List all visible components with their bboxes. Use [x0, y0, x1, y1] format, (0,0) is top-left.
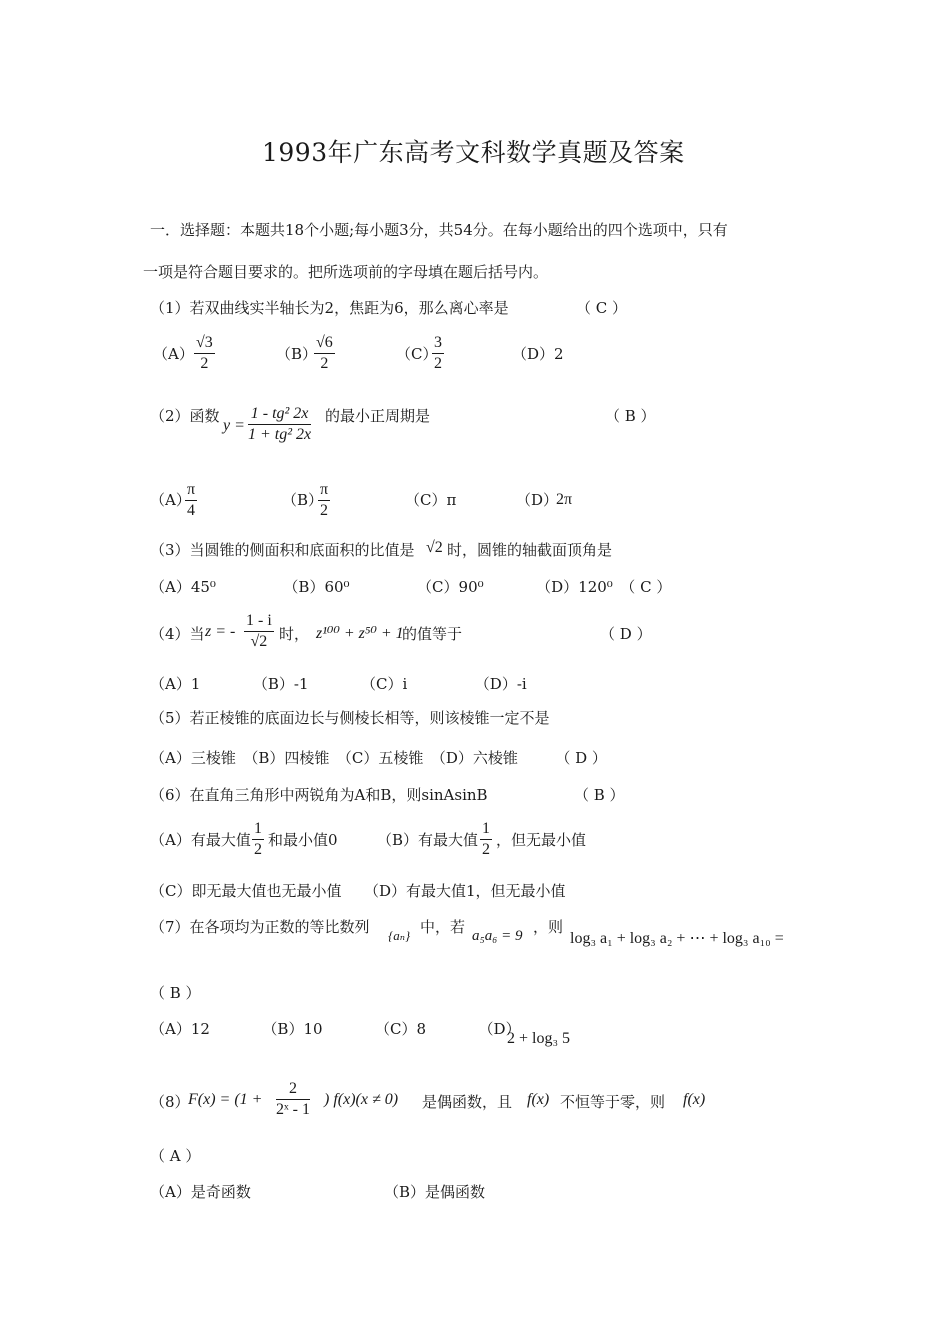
q2-option-b-fraction [318, 481, 330, 520]
q3-stem-pre: （3）当圆锥的侧面积和底面积的比值是 [150, 541, 415, 559]
q8-f-pre: F(x) = (1 + [188, 1091, 263, 1108]
q6-answer: （ B ） [574, 786, 625, 804]
q4-stem-post: 的值等于 [402, 625, 463, 643]
q8-stem-mid2: 不恒等于零，则 [560, 1093, 666, 1111]
page-title: 1993年广东高考文科数学真题及答案 [262, 138, 685, 167]
q3-sqrt2: √2 [426, 539, 443, 556]
q2-option-c: （C）π [405, 491, 457, 509]
q2-fraction [248, 405, 311, 444]
q8-fx2: f(x) [683, 1091, 706, 1108]
q2-answer: （ B ） [605, 407, 656, 425]
q2-denominator: 1 + tg² 2x [248, 426, 312, 443]
q1-option-c-den: 2 [434, 355, 442, 372]
q2-option-a-label: （A） [150, 491, 191, 509]
q6-option-b-pre: （B）有最大值 [377, 831, 479, 849]
q1-option-d: （D）2 [512, 345, 564, 363]
q3-options: （A）45⁰ （B）60⁰ （C）90⁰ （D）120⁰ （ C ） [150, 578, 672, 596]
q4-numerator: 1 - i [244, 612, 274, 632]
q1-option-a-num: √3 [194, 334, 215, 354]
q4-options: （A）1 （B）-1 （C）i （D）-i [150, 675, 527, 693]
q8-f-post: ) f(x)(x ≠ 0) [324, 1091, 399, 1108]
q2-stem-pre: （2）函数 [150, 407, 220, 425]
q1-option-c-fraction [432, 334, 444, 373]
q2-option-d-label: （D） [516, 491, 559, 509]
q2-y: y = [223, 417, 245, 434]
q8-answer: （ A ） [150, 1147, 201, 1165]
q4-fraction [244, 612, 274, 651]
q1-option-a-label: （A） [153, 345, 194, 363]
q1-option-b-label: （B） [276, 345, 318, 363]
q6-option-b-fraction [480, 820, 492, 859]
q2-option-b-den: 2 [320, 502, 329, 519]
q8-fx: f(x) [527, 1091, 550, 1108]
q4-expression: z¹⁰⁰ + z⁵⁰ + 1 [316, 625, 404, 642]
q1-stem: （1）若双曲线实半轴长为2，焦距为6，那么离心率是 [150, 299, 509, 317]
q7-sequence: {aₙ} [388, 928, 411, 943]
q2-option-b-label: （B） [282, 491, 324, 509]
q8-numerator: 2 [276, 1080, 310, 1100]
q7-options: （A）12 （B）10 （C）8 （D） [150, 1020, 521, 1038]
q6-option-a-num: 1 [252, 820, 264, 840]
q6-option-b-post: ，但无最小值 [496, 831, 587, 849]
q2-option-a-den: 4 [187, 502, 196, 519]
q1-option-b-num: √6 [314, 334, 335, 354]
q6-option-a-den: 2 [254, 841, 262, 858]
q4-stem-pre: （4）当 [150, 625, 205, 643]
q6-option-a-fraction [252, 820, 264, 859]
q8-fraction [276, 1080, 310, 1119]
q2-stem-post: 的最小正周期是 [325, 407, 431, 425]
q5-options: （A）三棱锥 （B）四棱锥 （C）五棱锥 （D）六棱锥 （ D ） [150, 749, 607, 767]
q1-option-a-fraction [194, 334, 215, 373]
q6-options-cd: （C）即无最大值也无最小值 （D）有最大值1，但无最小值 [150, 882, 566, 900]
q1-option-b-fraction [314, 334, 335, 373]
q1-option-a-den: 2 [200, 355, 209, 372]
q6-option-a-post: 和最小值0 [268, 831, 338, 849]
q2-option-d-value: 2π [556, 491, 573, 508]
q3-stem-post: 时，圆锥的轴截面顶角是 [447, 541, 613, 559]
q2-numerator: 1 - tg² 2x [248, 405, 311, 425]
q6-option-b-den: 2 [482, 841, 490, 858]
q5-stem: （5）若正棱锥的底面边长与侧棱长相等，则该棱锥一定不是 [150, 709, 550, 727]
q6-stem: （6）在直角三角形中两锐角为A和B，则sinAsinB [150, 786, 488, 804]
q7-expression: log₃ a₁ + log₃ a₂ + ⋯ + log₃ a₁₀ = [570, 930, 784, 947]
q4-answer: （ D ） [600, 625, 652, 643]
q8-label: （8） [150, 1093, 190, 1111]
q8-stem-mid: 是偶函数，且 [422, 1093, 513, 1111]
q6-option-a-pre: （A）有最大值 [150, 831, 251, 849]
q2-option-a-num: π [185, 481, 197, 501]
q7-mid: 中，若 [420, 918, 466, 936]
q8-denominator: 2ˣ - 1 [276, 1101, 310, 1118]
q7-stem-pre: （7）在各项均为正数的等比数列 [150, 918, 370, 936]
q7-then: ，则 [533, 918, 564, 936]
q4-z-eq: z = - [205, 623, 236, 640]
q7-answer: （ B ） [150, 984, 201, 1002]
q1-option-c-label: （C） [396, 345, 438, 363]
q4-mid: 时， [279, 625, 310, 643]
q7-option-d-value: 2 + log₃ 5 [507, 1030, 571, 1047]
q6-option-b-num: 1 [480, 820, 492, 840]
q1-answer: （ C ） [576, 299, 628, 317]
q2-option-b-num: π [318, 481, 330, 501]
q1-option-b-den: 2 [320, 355, 329, 372]
q8-option-b: （B）是偶函数 [384, 1183, 486, 1201]
q2-option-a-fraction [185, 481, 197, 520]
intro-line-2: 一项是符合题目要求的。把所选项前的字母填在题后括号内。 [143, 263, 549, 281]
q1-option-c-num: 3 [432, 334, 444, 354]
q4-denominator: √2 [250, 633, 268, 650]
intro-line-1: 一．选择题：本题共18个小题;每小题3分，共54分。在每小题给出的四个选项中，只有 [150, 221, 728, 239]
q8-option-a: （A）是奇函数 [150, 1183, 251, 1201]
q7-condition: a₅a₆ = 9 [472, 928, 523, 944]
